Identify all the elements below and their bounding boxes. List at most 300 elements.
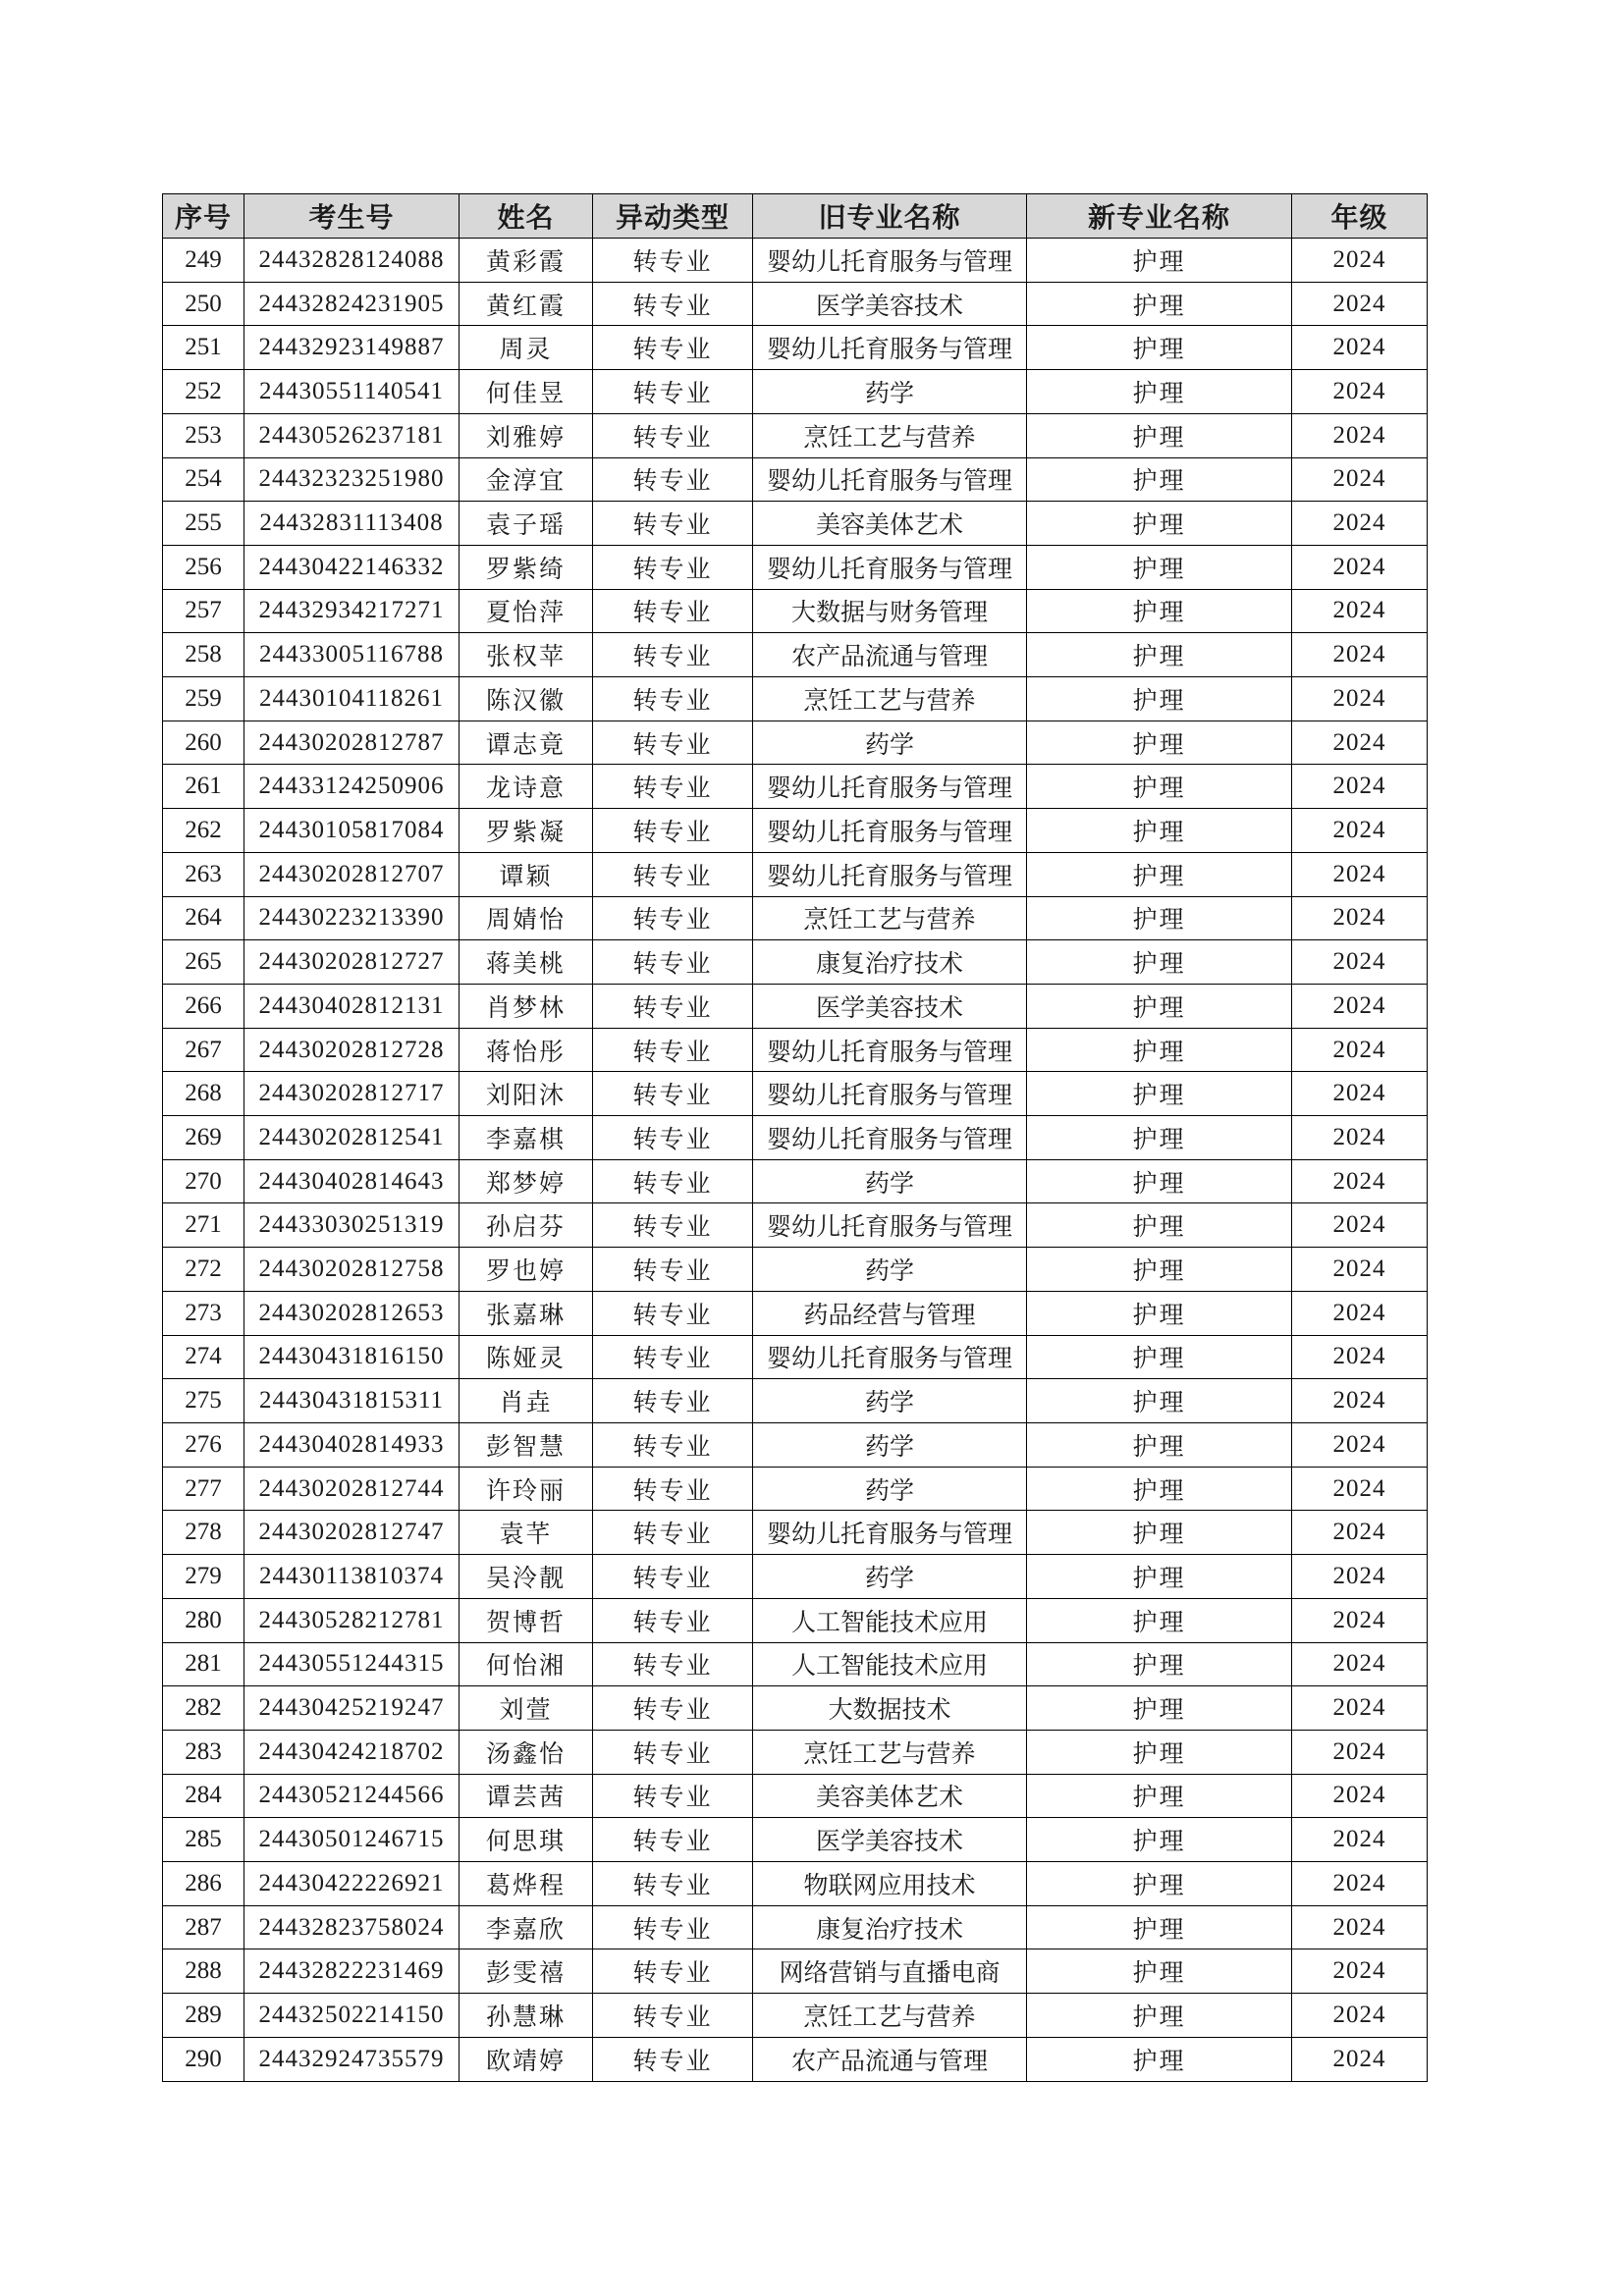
table-row (163, 1116, 1428, 1160)
col-header-grade: 年级 (1292, 194, 1428, 239)
cell-candidate-no: 24432924735579 (244, 2037, 460, 2081)
cell-candidate-no: 24430551244315 (244, 1642, 460, 1686)
table-row (163, 633, 1428, 677)
cell-seq: 264 (163, 896, 244, 940)
cell-old-major: 康复治疗技术 (753, 1905, 1027, 1949)
cell-candidate-no: 24430402814933 (244, 1422, 460, 1467)
cell-old-major: 医学美容技术 (753, 984, 1027, 1028)
table-row (163, 940, 1428, 985)
cell-grade: 2024 (1292, 1511, 1428, 1555)
cell-old-major: 农产品流通与管理 (753, 2037, 1027, 2081)
cell-name: 罗紫绮 (460, 545, 593, 589)
cell-name: 谭颖 (460, 852, 593, 896)
cell-old-major: 婴幼儿托育服务与管理 (753, 1511, 1027, 1555)
cell-new-major: 护理 (1027, 1686, 1292, 1731)
table-row (163, 545, 1428, 589)
table-row (163, 1774, 1428, 1818)
cell-grade: 2024 (1292, 1422, 1428, 1467)
cell-seq: 270 (163, 1159, 244, 1203)
cell-new-major: 护理 (1027, 1818, 1292, 1862)
cell-change-type: 转专业 (593, 282, 753, 326)
cell-grade: 2024 (1292, 1905, 1428, 1949)
cell-old-major: 药品经营与管理 (753, 1291, 1027, 1335)
table-row (163, 1203, 1428, 1248)
cell-change-type: 转专业 (593, 677, 753, 721)
cell-candidate-no: 24430202812758 (244, 1248, 460, 1292)
cell-seq: 256 (163, 545, 244, 589)
cell-new-major: 护理 (1027, 413, 1292, 457)
table-row (163, 1994, 1428, 2038)
cell-old-major: 婴幼儿托育服务与管理 (753, 1072, 1027, 1116)
table-body (163, 239, 1428, 2082)
cell-change-type: 转专业 (593, 1598, 753, 1642)
cell-new-major: 护理 (1027, 1379, 1292, 1423)
cell-old-major: 婴幼儿托育服务与管理 (753, 1335, 1027, 1379)
cell-change-type: 转专业 (593, 1159, 753, 1203)
cell-name: 何怡湘 (460, 1642, 593, 1686)
cell-candidate-no: 24430202812747 (244, 1511, 460, 1555)
cell-seq: 282 (163, 1686, 244, 1731)
cell-old-major: 大数据与财务管理 (753, 589, 1027, 633)
cell-candidate-no: 24430202812728 (244, 1028, 460, 1072)
cell-grade: 2024 (1292, 1598, 1428, 1642)
cell-grade: 2024 (1292, 545, 1428, 589)
cell-name: 罗也婷 (460, 1248, 593, 1292)
cell-name: 袁芊 (460, 1511, 593, 1555)
cell-name: 蒋美桃 (460, 940, 593, 985)
cell-seq: 262 (163, 809, 244, 853)
table-row (163, 239, 1428, 283)
cell-new-major: 护理 (1027, 1905, 1292, 1949)
cell-candidate-no: 24432823758024 (244, 1905, 460, 1949)
cell-new-major: 护理 (1027, 1949, 1292, 1994)
cell-seq: 261 (163, 765, 244, 809)
cell-candidate-no: 24433005116788 (244, 633, 460, 677)
cell-old-major: 药学 (753, 1422, 1027, 1467)
cell-name: 贺博哲 (460, 1598, 593, 1642)
cell-old-major: 婴幼儿托育服务与管理 (753, 239, 1027, 283)
cell-seq: 255 (163, 502, 244, 546)
cell-name: 张嘉琳 (460, 1291, 593, 1335)
cell-new-major: 护理 (1027, 1203, 1292, 1248)
cell-new-major: 护理 (1027, 984, 1292, 1028)
cell-new-major: 护理 (1027, 1159, 1292, 1203)
cell-new-major: 护理 (1027, 1422, 1292, 1467)
table-row (163, 1511, 1428, 1555)
table-row (163, 1072, 1428, 1116)
cell-candidate-no: 24430422146332 (244, 545, 460, 589)
cell-candidate-no: 24430202812717 (244, 1072, 460, 1116)
cell-change-type: 转专业 (593, 589, 753, 633)
cell-name: 龙诗意 (460, 765, 593, 809)
cell-name: 李嘉欣 (460, 1905, 593, 1949)
cell-change-type: 转专业 (593, 457, 753, 502)
cell-seq: 257 (163, 589, 244, 633)
cell-change-type: 转专业 (593, 1862, 753, 1906)
cell-seq: 290 (163, 2037, 244, 2081)
table-row (163, 984, 1428, 1028)
cell-grade: 2024 (1292, 765, 1428, 809)
cell-grade: 2024 (1292, 1730, 1428, 1774)
table-row (163, 589, 1428, 633)
cell-name: 彭智慧 (460, 1422, 593, 1467)
cell-name: 金淳宜 (460, 457, 593, 502)
cell-grade: 2024 (1292, 677, 1428, 721)
cell-name: 彭雯禧 (460, 1949, 593, 1994)
table-row (163, 1730, 1428, 1774)
cell-change-type: 转专业 (593, 852, 753, 896)
cell-new-major: 护理 (1027, 1116, 1292, 1160)
cell-new-major: 护理 (1027, 326, 1292, 370)
cell-seq: 283 (163, 1730, 244, 1774)
cell-grade: 2024 (1292, 370, 1428, 414)
table-row (163, 1028, 1428, 1072)
cell-change-type: 转专业 (593, 984, 753, 1028)
cell-name: 袁子瑶 (460, 502, 593, 546)
cell-new-major: 护理 (1027, 1511, 1292, 1555)
cell-new-major: 护理 (1027, 1072, 1292, 1116)
table-row (163, 1642, 1428, 1686)
cell-grade: 2024 (1292, 1467, 1428, 1511)
cell-candidate-no: 24432934217271 (244, 589, 460, 633)
col-header-new-major: 新专业名称 (1027, 194, 1292, 239)
cell-candidate-no: 24430528212781 (244, 1598, 460, 1642)
cell-candidate-no: 24430422226921 (244, 1862, 460, 1906)
cell-name: 张权苹 (460, 633, 593, 677)
cell-old-major: 物联网应用技术 (753, 1862, 1027, 1906)
cell-seq: 287 (163, 1905, 244, 1949)
cell-seq: 263 (163, 852, 244, 896)
cell-candidate-no: 24430431815311 (244, 1379, 460, 1423)
cell-grade: 2024 (1292, 1116, 1428, 1160)
cell-change-type: 转专业 (593, 940, 753, 985)
cell-name: 周灵 (460, 326, 593, 370)
cell-seq: 250 (163, 282, 244, 326)
cell-change-type: 转专业 (593, 239, 753, 283)
cell-seq: 258 (163, 633, 244, 677)
cell-grade: 2024 (1292, 1291, 1428, 1335)
table-row (163, 1379, 1428, 1423)
cell-old-major: 婴幼儿托育服务与管理 (753, 545, 1027, 589)
cell-new-major: 护理 (1027, 896, 1292, 940)
cell-change-type: 转专业 (593, 1555, 753, 1599)
cell-name: 许玲丽 (460, 1467, 593, 1511)
cell-change-type: 转专业 (593, 1949, 753, 1994)
cell-grade: 2024 (1292, 1028, 1428, 1072)
cell-grade: 2024 (1292, 1686, 1428, 1731)
table-row (163, 1422, 1428, 1467)
cell-change-type: 转专业 (593, 1994, 753, 2038)
cell-new-major: 护理 (1027, 1555, 1292, 1599)
cell-old-major: 烹饪工艺与营养 (753, 1730, 1027, 1774)
cell-name: 罗紫凝 (460, 809, 593, 853)
cell-change-type: 转专业 (593, 1291, 753, 1335)
cell-change-type: 转专业 (593, 545, 753, 589)
cell-grade: 2024 (1292, 1994, 1428, 2038)
cell-name: 刘雅婷 (460, 413, 593, 457)
cell-old-major: 药学 (753, 370, 1027, 414)
table-row (163, 721, 1428, 765)
cell-name: 欧靖婷 (460, 2037, 593, 2081)
cell-grade: 2024 (1292, 239, 1428, 283)
cell-name: 黄红霞 (460, 282, 593, 326)
cell-seq: 267 (163, 1028, 244, 1072)
cell-change-type: 转专业 (593, 1818, 753, 1862)
cell-grade: 2024 (1292, 2037, 1428, 2081)
cell-seq: 249 (163, 239, 244, 283)
cell-name: 谭芸茜 (460, 1774, 593, 1818)
table-row (163, 326, 1428, 370)
cell-grade: 2024 (1292, 502, 1428, 546)
cell-new-major: 护理 (1027, 545, 1292, 589)
major-change-roster-table (162, 193, 1428, 2082)
cell-new-major: 护理 (1027, 1335, 1292, 1379)
cell-change-type: 转专业 (593, 1686, 753, 1731)
cell-candidate-no: 24430425219247 (244, 1686, 460, 1731)
cell-change-type: 转专业 (593, 1642, 753, 1686)
cell-change-type: 转专业 (593, 413, 753, 457)
table-row (163, 852, 1428, 896)
cell-candidate-no: 24432828124088 (244, 239, 460, 283)
cell-change-type: 转专业 (593, 1203, 753, 1248)
cell-new-major: 护理 (1027, 633, 1292, 677)
cell-seq: 251 (163, 326, 244, 370)
cell-new-major: 护理 (1027, 1028, 1292, 1072)
cell-grade: 2024 (1292, 1949, 1428, 1994)
cell-seq: 269 (163, 1116, 244, 1160)
cell-grade: 2024 (1292, 1072, 1428, 1116)
table-row (163, 809, 1428, 853)
cell-change-type: 转专业 (593, 633, 753, 677)
cell-name: 谭志竟 (460, 721, 593, 765)
cell-change-type: 转专业 (593, 1905, 753, 1949)
cell-change-type: 转专业 (593, 1379, 753, 1423)
cell-candidate-no: 24432831113408 (244, 502, 460, 546)
cell-seq: 260 (163, 721, 244, 765)
cell-candidate-no: 24433124250906 (244, 765, 460, 809)
cell-old-major: 康复治疗技术 (753, 940, 1027, 985)
cell-name: 肖垚 (460, 1379, 593, 1423)
table-row (163, 1598, 1428, 1642)
cell-candidate-no: 24430202812744 (244, 1467, 460, 1511)
table-row (163, 282, 1428, 326)
cell-name: 陈娅灵 (460, 1335, 593, 1379)
cell-seq: 252 (163, 370, 244, 414)
cell-new-major: 护理 (1027, 589, 1292, 633)
cell-change-type: 转专业 (593, 809, 753, 853)
table-row (163, 1949, 1428, 1994)
cell-change-type: 转专业 (593, 2037, 753, 2081)
cell-grade: 2024 (1292, 633, 1428, 677)
cell-seq: 288 (163, 1949, 244, 1994)
cell-seq: 285 (163, 1818, 244, 1862)
cell-name: 刘阳沐 (460, 1072, 593, 1116)
cell-name: 孙启芬 (460, 1203, 593, 1248)
cell-candidate-no: 24432822231469 (244, 1949, 460, 1994)
cell-name: 李嘉棋 (460, 1116, 593, 1160)
cell-name: 黄彩霞 (460, 239, 593, 283)
cell-candidate-no: 24430431816150 (244, 1335, 460, 1379)
cell-change-type: 转专业 (593, 1422, 753, 1467)
table-row (163, 1862, 1428, 1906)
cell-change-type: 转专业 (593, 502, 753, 546)
cell-seq: 274 (163, 1335, 244, 1379)
cell-candidate-no: 24432502214150 (244, 1994, 460, 2038)
table-row (163, 1159, 1428, 1203)
cell-old-major: 药学 (753, 1379, 1027, 1423)
table-row (163, 1686, 1428, 1731)
cell-old-major: 婴幼儿托育服务与管理 (753, 326, 1027, 370)
cell-candidate-no: 24430202812787 (244, 721, 460, 765)
cell-grade: 2024 (1292, 589, 1428, 633)
cell-candidate-no: 24430202812707 (244, 852, 460, 896)
cell-grade: 2024 (1292, 721, 1428, 765)
cell-old-major: 烹饪工艺与营养 (753, 677, 1027, 721)
cell-new-major: 护理 (1027, 940, 1292, 985)
cell-candidate-no: 24432824231905 (244, 282, 460, 326)
cell-name: 何思琪 (460, 1818, 593, 1862)
cell-change-type: 转专业 (593, 1335, 753, 1379)
cell-seq: 276 (163, 1422, 244, 1467)
cell-seq: 259 (163, 677, 244, 721)
cell-change-type: 转专业 (593, 1248, 753, 1292)
cell-grade: 2024 (1292, 984, 1428, 1028)
cell-old-major: 婴幼儿托育服务与管理 (753, 852, 1027, 896)
cell-seq: 278 (163, 1511, 244, 1555)
table-row (163, 1248, 1428, 1292)
cell-change-type: 转专业 (593, 1467, 753, 1511)
cell-candidate-no: 24430501246715 (244, 1818, 460, 1862)
cell-old-major: 药学 (753, 1555, 1027, 1599)
cell-name: 何佳昱 (460, 370, 593, 414)
cell-change-type: 转专业 (593, 1730, 753, 1774)
cell-grade: 2024 (1292, 1818, 1428, 1862)
cell-change-type: 转专业 (593, 1072, 753, 1116)
table-row (163, 765, 1428, 809)
cell-name: 孙慧琳 (460, 1994, 593, 2038)
cell-name: 肖梦林 (460, 984, 593, 1028)
cell-new-major: 护理 (1027, 852, 1292, 896)
cell-new-major: 护理 (1027, 1994, 1292, 2038)
table-row (163, 413, 1428, 457)
col-header-candidate-no: 考生号 (244, 194, 460, 239)
cell-change-type: 转专业 (593, 721, 753, 765)
cell-new-major: 护理 (1027, 1467, 1292, 1511)
cell-candidate-no: 24432323251980 (244, 457, 460, 502)
cell-name: 夏怡萍 (460, 589, 593, 633)
cell-seq: 289 (163, 1994, 244, 2038)
table-row (163, 502, 1428, 546)
cell-new-major: 护理 (1027, 721, 1292, 765)
cell-grade: 2024 (1292, 413, 1428, 457)
cell-candidate-no: 24430223213390 (244, 896, 460, 940)
table-row (163, 896, 1428, 940)
cell-seq: 266 (163, 984, 244, 1028)
cell-grade: 2024 (1292, 809, 1428, 853)
table-row (163, 2037, 1428, 2081)
cell-candidate-no: 24430202812653 (244, 1291, 460, 1335)
cell-old-major: 烹饪工艺与营养 (753, 413, 1027, 457)
cell-new-major: 护理 (1027, 677, 1292, 721)
cell-old-major: 烹饪工艺与营养 (753, 896, 1027, 940)
cell-old-major: 人工智能技术应用 (753, 1642, 1027, 1686)
cell-new-major: 护理 (1027, 1774, 1292, 1818)
cell-seq: 281 (163, 1642, 244, 1686)
cell-candidate-no: 24430402814643 (244, 1159, 460, 1203)
col-header-seq: 序号 (163, 194, 244, 239)
cell-grade: 2024 (1292, 896, 1428, 940)
cell-new-major: 护理 (1027, 457, 1292, 502)
cell-change-type: 转专业 (593, 1511, 753, 1555)
cell-old-major: 药学 (753, 1248, 1027, 1292)
cell-candidate-no: 24430202812541 (244, 1116, 460, 1160)
cell-name: 刘萱 (460, 1686, 593, 1731)
cell-new-major: 护理 (1027, 765, 1292, 809)
cell-candidate-no: 24430104118261 (244, 677, 460, 721)
cell-seq: 275 (163, 1379, 244, 1423)
cell-old-major: 医学美容技术 (753, 1818, 1027, 1862)
cell-seq: 280 (163, 1598, 244, 1642)
cell-candidate-no: 24430521244566 (244, 1774, 460, 1818)
cell-seq: 265 (163, 940, 244, 985)
col-header-name: 姓名 (460, 194, 593, 239)
cell-name: 蒋怡彤 (460, 1028, 593, 1072)
cell-change-type: 转专业 (593, 326, 753, 370)
cell-change-type: 转专业 (593, 765, 753, 809)
table-row (163, 1291, 1428, 1335)
cell-candidate-no: 24430202812727 (244, 940, 460, 985)
table-row (163, 1555, 1428, 1599)
cell-new-major: 护理 (1027, 1642, 1292, 1686)
cell-grade: 2024 (1292, 1159, 1428, 1203)
cell-candidate-no: 24430402812131 (244, 984, 460, 1028)
cell-seq: 253 (163, 413, 244, 457)
cell-grade: 2024 (1292, 940, 1428, 985)
cell-new-major: 护理 (1027, 1248, 1292, 1292)
cell-seq: 284 (163, 1774, 244, 1818)
cell-old-major: 婴幼儿托育服务与管理 (753, 1028, 1027, 1072)
cell-grade: 2024 (1292, 1555, 1428, 1599)
cell-new-major: 护理 (1027, 282, 1292, 326)
cell-seq: 286 (163, 1862, 244, 1906)
cell-new-major: 护理 (1027, 1862, 1292, 1906)
cell-candidate-no: 24433030251319 (244, 1203, 460, 1248)
cell-grade: 2024 (1292, 852, 1428, 896)
cell-name: 汤鑫怡 (460, 1730, 593, 1774)
cell-new-major: 护理 (1027, 1598, 1292, 1642)
cell-grade: 2024 (1292, 1335, 1428, 1379)
cell-old-major: 婴幼儿托育服务与管理 (753, 809, 1027, 853)
cell-change-type: 转专业 (593, 1028, 753, 1072)
cell-grade: 2024 (1292, 1862, 1428, 1906)
cell-change-type: 转专业 (593, 1774, 753, 1818)
cell-old-major: 药学 (753, 721, 1027, 765)
table-header-row (163, 194, 1428, 239)
cell-old-major: 婴幼儿托育服务与管理 (753, 1203, 1027, 1248)
cell-candidate-no: 24430424218702 (244, 1730, 460, 1774)
cell-name: 葛烨程 (460, 1862, 593, 1906)
cell-candidate-no: 24430526237181 (244, 413, 460, 457)
cell-seq: 279 (163, 1555, 244, 1599)
cell-old-major: 婴幼儿托育服务与管理 (753, 1116, 1027, 1160)
cell-change-type: 转专业 (593, 1116, 753, 1160)
cell-seq: 273 (163, 1291, 244, 1335)
cell-candidate-no: 24430113810374 (244, 1555, 460, 1599)
cell-new-major: 护理 (1027, 809, 1292, 853)
cell-new-major: 护理 (1027, 1730, 1292, 1774)
cell-seq: 254 (163, 457, 244, 502)
cell-name: 陈汉徽 (460, 677, 593, 721)
